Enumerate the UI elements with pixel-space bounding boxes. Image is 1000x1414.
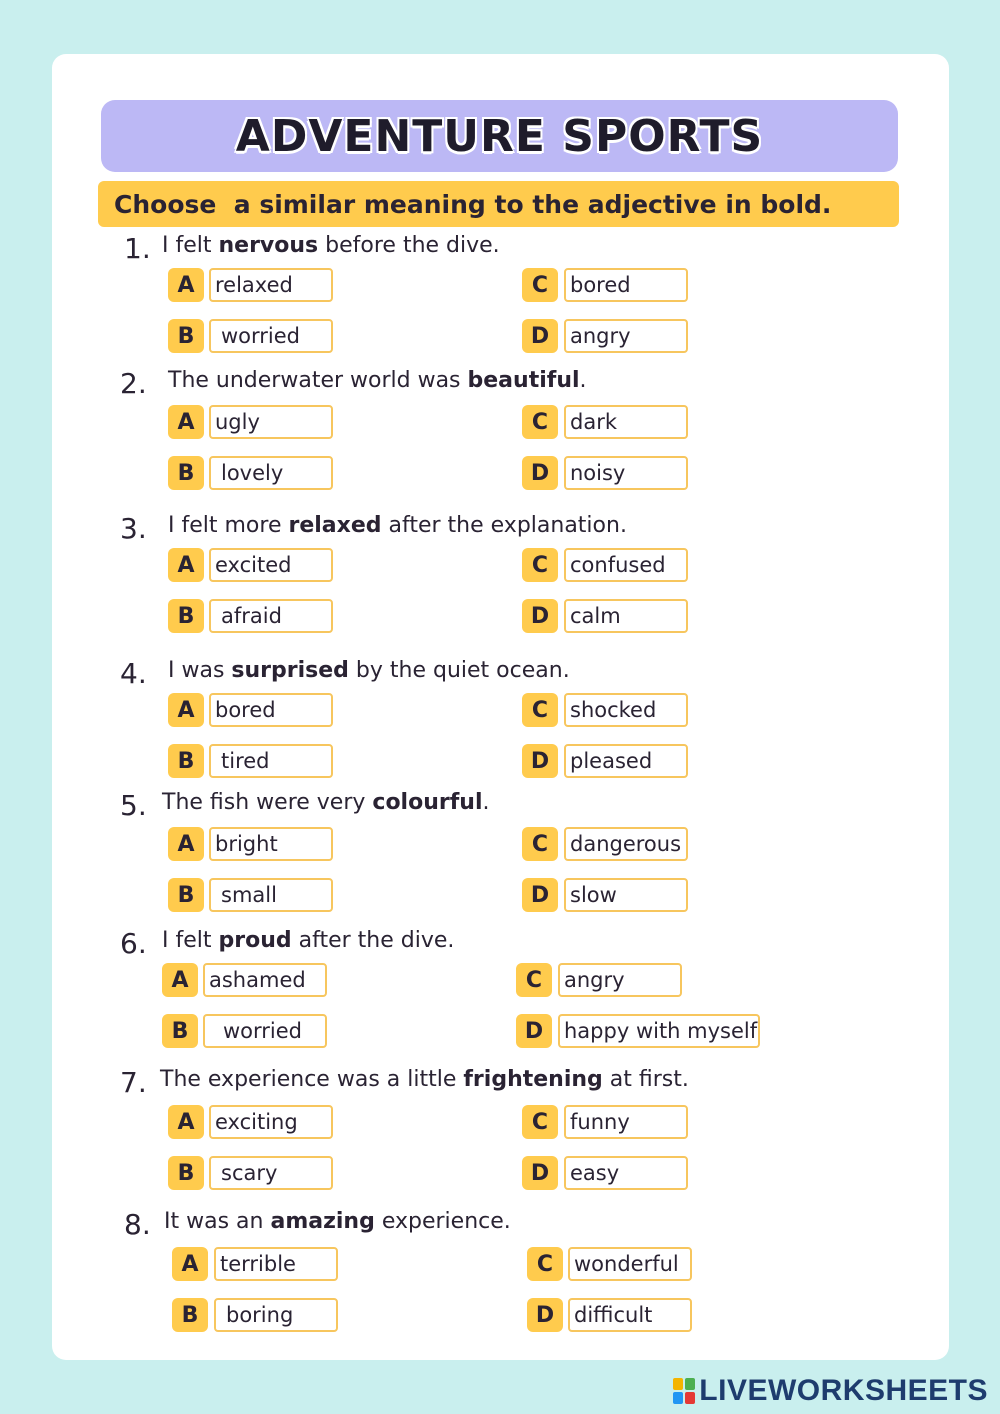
answer-option-b[interactable]: worried [209, 319, 333, 353]
question-number: 7. [120, 1066, 147, 1099]
brand-name: LIVEWORKSHEETS [699, 1374, 988, 1407]
question-text: I felt more relaxed after the explanation. [168, 513, 627, 538]
option-letter-d: D [516, 1014, 552, 1048]
option-letter-d: D [522, 878, 558, 912]
question-text: I was surprised by the quiet ocean. [168, 658, 570, 683]
question-number: 8. [124, 1208, 151, 1241]
bold-adjective: relaxed [288, 513, 382, 538]
title-banner [101, 100, 898, 172]
question-text: The experience was a little frightening at first. [160, 1067, 689, 1092]
option-letter-c: C [516, 963, 552, 997]
answer-option-a[interactable]: ashamed [203, 963, 327, 997]
answer-option-a[interactable]: ugly [209, 405, 333, 439]
option-letter-a: A [168, 1105, 204, 1139]
page-title: ADVENTURE SPORTS [235, 110, 764, 162]
option-letter-a: A [168, 405, 204, 439]
option-letter-a: A [162, 963, 198, 997]
option-letter-d: D [522, 456, 558, 490]
question-number: 1. [124, 232, 151, 265]
option-letter-a: A [168, 548, 204, 582]
option-letter-b: B [168, 319, 204, 353]
question-number: 3. [120, 512, 147, 545]
option-letter-a: A [168, 827, 204, 861]
option-letter-b: B [168, 456, 204, 490]
option-letter-a: A [168, 693, 204, 727]
question-text: The underwater world was beautiful. [168, 368, 587, 393]
question-number: 6. [120, 927, 147, 960]
answer-option-b[interactable]: scary [209, 1156, 333, 1190]
option-letter-d: D [522, 599, 558, 633]
answer-option-d[interactable]: angry [564, 319, 688, 353]
answer-option-d[interactable]: noisy [564, 456, 688, 490]
option-letter-c: C [522, 827, 558, 861]
answer-option-d[interactable]: calm [564, 599, 688, 633]
question-number: 5. [120, 789, 147, 822]
liveworksheets-brand[interactable] [673, 1374, 988, 1408]
answer-option-a[interactable]: exciting [209, 1105, 333, 1139]
answer-option-b[interactable]: afraid [209, 599, 333, 633]
answer-option-b[interactable]: tired [209, 744, 333, 778]
bold-adjective: colourful [372, 790, 483, 815]
option-letter-b: B [168, 744, 204, 778]
option-letter-c: C [522, 548, 558, 582]
question-number: 4. [120, 657, 147, 690]
answer-option-b[interactable]: worried [203, 1014, 327, 1048]
option-letter-c: C [527, 1247, 563, 1281]
option-letter-c: C [522, 693, 558, 727]
answer-option-d[interactable]: pleased [564, 744, 688, 778]
bold-adjective: surprised [231, 658, 349, 683]
option-letter-a: A [172, 1247, 208, 1281]
option-letter-b: B [168, 599, 204, 633]
answer-option-c[interactable]: wonderful [568, 1247, 692, 1281]
bold-adjective: proud [218, 928, 292, 953]
option-letter-d: D [527, 1298, 563, 1332]
answer-option-b[interactable]: boring [214, 1298, 338, 1332]
question-text: I felt proud after the dive. [162, 928, 455, 953]
answer-option-d[interactable]: slow [564, 878, 688, 912]
instruction-text: Choose a similar meaning to the adjective in bold. [114, 189, 832, 219]
answer-option-b[interactable]: small [209, 878, 333, 912]
option-letter-c: C [522, 405, 558, 439]
instruction-banner [98, 181, 899, 227]
answer-option-c[interactable]: funny [564, 1105, 688, 1139]
option-letter-b: B [162, 1014, 198, 1048]
bold-adjective: nervous [218, 233, 319, 258]
liveworksheets-logo-icon [673, 1378, 695, 1404]
answer-option-a[interactable]: relaxed [209, 268, 333, 302]
answer-option-d[interactable]: happy with myself [558, 1014, 760, 1048]
answer-option-c[interactable]: bored [564, 268, 688, 302]
option-letter-c: C [522, 1105, 558, 1139]
answer-option-a[interactable]: excited [209, 548, 333, 582]
answer-option-a[interactable]: terrible [214, 1247, 338, 1281]
answer-option-c[interactable]: angry [558, 963, 682, 997]
option-letter-b: B [172, 1298, 208, 1332]
bold-adjective: frightening [463, 1067, 603, 1092]
question-text: I felt nervous before the dive. [162, 233, 500, 258]
answer-option-d[interactable]: easy [564, 1156, 688, 1190]
answer-option-a[interactable]: bored [209, 693, 333, 727]
answer-option-c[interactable]: shocked [564, 693, 688, 727]
answer-option-c[interactable]: confused [564, 548, 688, 582]
bold-adjective: amazing [270, 1209, 375, 1234]
bold-adjective: beautiful [467, 368, 580, 393]
answer-option-b[interactable]: lovely [209, 456, 333, 490]
answer-option-a[interactable]: bright [209, 827, 333, 861]
option-letter-d: D [522, 1156, 558, 1190]
answer-option-d[interactable]: difficult [568, 1298, 692, 1332]
option-letter-a: A [168, 268, 204, 302]
option-letter-d: D [522, 319, 558, 353]
answer-option-c[interactable]: dangerous [564, 827, 688, 861]
question-text: The fish were very colourful. [162, 790, 490, 815]
answer-option-c[interactable]: dark [564, 405, 688, 439]
question-text: It was an amazing experience. [164, 1209, 511, 1234]
option-letter-b: B [168, 1156, 204, 1190]
option-letter-d: D [522, 744, 558, 778]
option-letter-b: B [168, 878, 204, 912]
question-number: 2. [120, 367, 147, 400]
option-letter-c: C [522, 268, 558, 302]
